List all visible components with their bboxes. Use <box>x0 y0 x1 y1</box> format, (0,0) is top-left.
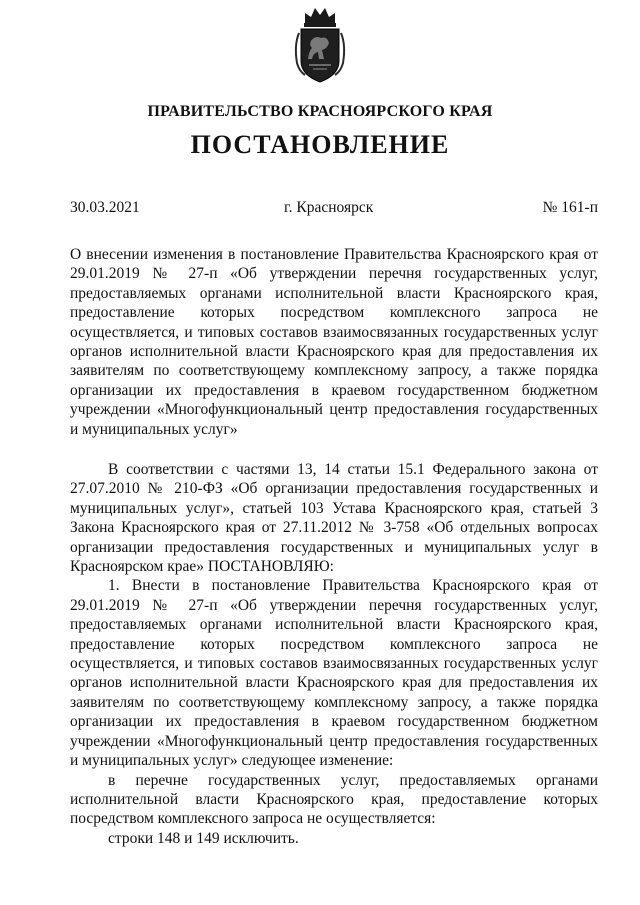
change-intro-paragraph: в перечне государственных услуг, предоставляемых органами исполнительной власти Красноярского края, предоставление которых посредством комплексного запроса не осуществляется: <box>70 771 598 828</box>
document-body <box>70 460 598 848</box>
document-date: 30.03.2021 <box>70 199 140 216</box>
change-text-paragraph: строки 148 и 149 исключить. <box>108 829 299 847</box>
item-1-paragraph: 1. Внести в постановление Правительства Красноярского края от 29.01.2019 № 27-п «Об утверждении перечня государственных услуг, предоставляемых органами исполнительной власти Красноярского края, предоставление которых посредством комплексного запроса не осуществляется, и типовых составов взаимосвязанных государственных услуг органов исполнительной власти Красноярского края для предоставления их заявителям по соответствующему комплексному запросу, а также порядка организации их предоставления в краевом государственном бюджетном учреждении «Многофункциональный центр предоставления государственных и муниципальных услуг» следующее изменение: <box>70 577 598 770</box>
preamble-paragraph: В соответствии с частями 13, 14 статьи 15.1 Федерального закона от 27.07.2010 № 210-ФЗ «Об организации предоставления государственных и муниципальных услуг», статьей 103 Устава Красноярского края, статьей 3 Закона Красноярского края от 27.11.2012 № 3-758 «Об отдельных вопросах организации предоставления государственных и муниципальных услуг в Красноярском крае» ПОСТАНОВЛЯЮ: <box>70 461 598 576</box>
document-number: № 161-п <box>542 199 598 216</box>
krasnoyarsk-coat-of-arms-icon <box>291 5 349 85</box>
document-city: г. Красноярск <box>284 199 374 216</box>
document-subject: О внесении изменения в постановление Правительства Красноярского края от 29.01.2019 № 27-п «Об утверждении перечня государственных услуг, предоставляемых органами исполнительной власти Красноярского края, предоставление которых посредством комплексного запроса не осуществляется, и типовых составов взаимосвязанных государственных услуг органов исполнительной власти Красноярского края для предоставления их заявителям по соответствующему комплексному запросу, а также порядка организации их предоставления в краевом государственном бюджетном учреждении «Многофункциональный центр предоставления государственных и муниципальных услуг» <box>70 246 598 438</box>
government-title: ПРАВИТЕЛЬСТВО КРАСНОЯРСКОГО КРАЯ <box>147 103 493 120</box>
document-type-title: ПОСТАНОВЛЕНИЕ <box>190 130 450 159</box>
